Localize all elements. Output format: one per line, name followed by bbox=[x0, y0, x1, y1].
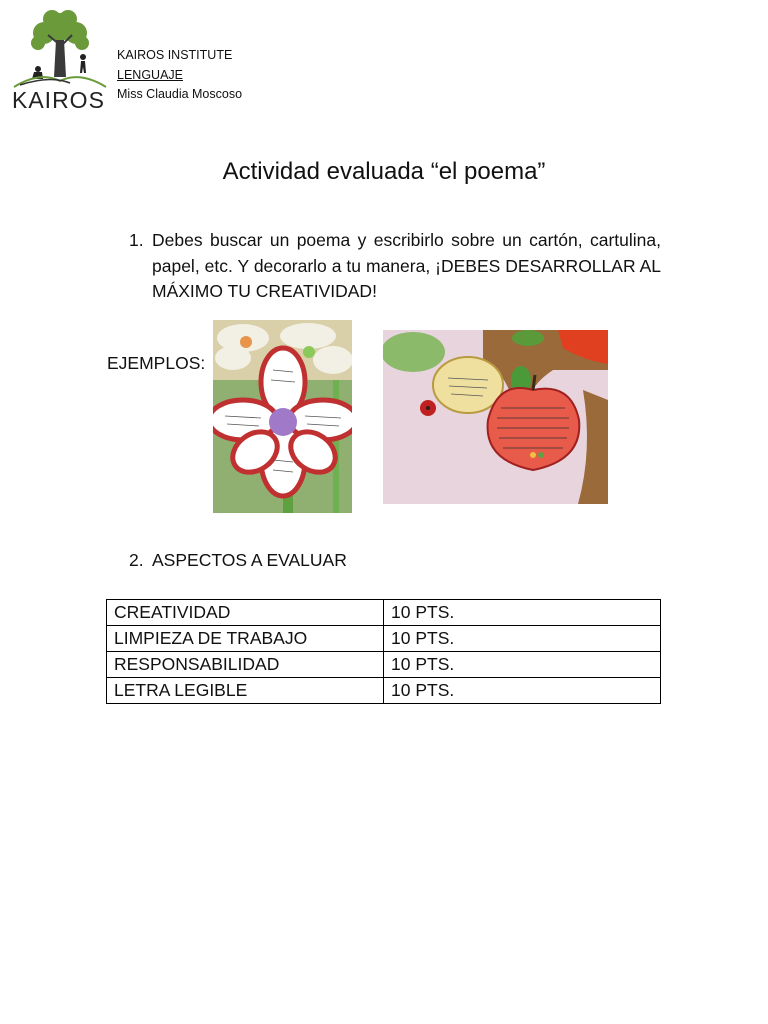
rubric-table bbox=[106, 599, 661, 704]
points-cell: 10 PTS. bbox=[384, 626, 661, 652]
points-cell: 10 PTS. bbox=[384, 678, 661, 704]
aspect-cell: RESPONSABILIDAD bbox=[107, 652, 384, 678]
points-cell: 10 PTS. bbox=[384, 652, 661, 678]
instruction-item bbox=[129, 228, 661, 305]
page-title: Actividad evaluada “el poema” bbox=[222, 158, 546, 185]
table-row bbox=[107, 652, 661, 678]
table-row bbox=[107, 626, 661, 652]
example-photo-flower bbox=[213, 320, 352, 513]
aspect-cell: LIMPIEZA DE TRABAJO bbox=[107, 626, 384, 652]
header-info bbox=[117, 46, 242, 105]
kairos-logo bbox=[10, 5, 110, 115]
instruction-item bbox=[129, 550, 347, 571]
example-photo-apple bbox=[383, 330, 608, 504]
teacher-name: Miss Claudia Moscoso bbox=[117, 87, 243, 101]
aspect-cell: CREATIVIDAD bbox=[107, 600, 384, 626]
institute-name: KAIROS INSTITUTE bbox=[117, 48, 233, 62]
examples-label: EJEMPLOS: bbox=[107, 353, 206, 373]
instruction-number: 2. bbox=[129, 550, 144, 570]
table-row bbox=[107, 600, 661, 626]
instruction-number: 1. bbox=[129, 230, 144, 250]
subject-name: LENGUAJE bbox=[117, 67, 183, 82]
logo-wordmark: KAIROS bbox=[12, 87, 105, 113]
instruction-text: ASPECTOS A EVALUAR bbox=[152, 550, 347, 570]
aspect-cell: LETRA LEGIBLE bbox=[107, 678, 384, 704]
points-cell: 10 PTS. bbox=[384, 600, 661, 626]
instruction-text: Debes buscar un poema y escribirlo sobre un cartón, cartulina, papel, etc. Y decorarlo a tu manera, ¡DEBES DESARROLLAR AL MÁXIMO TU CREATIVIDAD! bbox=[152, 230, 661, 301]
table-row bbox=[107, 678, 661, 704]
